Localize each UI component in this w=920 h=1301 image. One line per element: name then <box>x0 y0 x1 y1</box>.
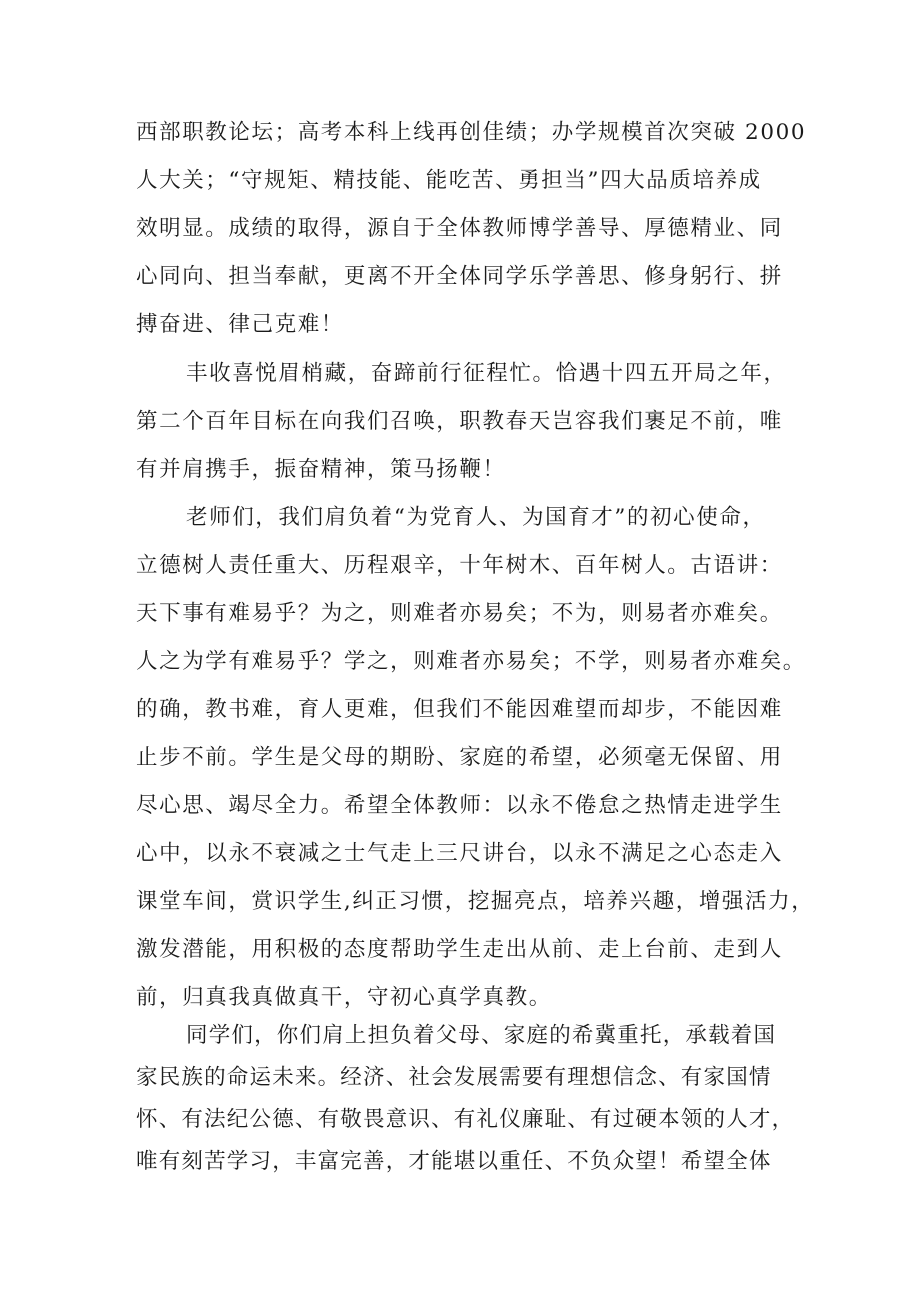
paragraph-teachers <box>136 494 815 1022</box>
text-line: 西部职教论坛；高考本科上线再创佳绩；办学规模首次突破 2000 <box>136 120 807 145</box>
text-line: 效明显。成绩的取得，源自于全体教师博学善导、厚德精业、同 <box>136 216 783 241</box>
text-line: 立德树人责任重大、历程艰辛，十年树木、百年树人。古语讲： <box>136 553 783 578</box>
text-line: 搏奋进、律己克难！ <box>136 312 344 337</box>
text-line: 止步不前。学生是父母的期盼、家庭的希望，必须毫无保留、用 <box>136 745 783 770</box>
text-line: 课堂车间，赏识学生,纠正习惯，挖掘亮点，培养兴趣，增强活力， <box>136 889 815 914</box>
text-line: 激发潜能，用积极的态度帮助学生走出从前、走上台前、走到人 <box>136 937 783 962</box>
text-line: 丰收喜悦眉梢藏，奋蹄前行征程忙。恰遇十四五开局之年， <box>186 361 787 386</box>
text-line: 尽心思、竭尽全力。希望全体教师：以永不倦怠之热情走进学生 <box>136 793 783 818</box>
paragraph-students <box>136 1015 796 1183</box>
text-line: 家民族的命运未来。经济、社会发展需要有理想信念、有家国情 <box>136 1065 772 1090</box>
text-line: 的确，教书难，育人更难，但我们不能因难望而却步，不能因难 <box>136 697 783 722</box>
text-line: 人之为学有难易乎？学之，则难者亦易矣；不学，则易者亦难矣。 <box>136 649 806 674</box>
text-line: 怀、有法纪公德、有敬畏意识、有礼仪廉耻、有过硬本领的人才， <box>136 1107 795 1132</box>
text-line: 第二个百年目标在向我们召唤，职教春天岂容我们裹足不前，唯 <box>136 409 783 434</box>
text-line: 前，归真我真做真干，守初心真学真教。 <box>136 985 552 1010</box>
text-line: 心同向、担当奉献，更离不开全体同学乐学善思、修身躬行、拼 <box>136 264 783 289</box>
text-line: 有并肩携手，振奋精神，策马扬鞭！ <box>136 457 506 482</box>
paragraph-new-journey <box>136 350 796 494</box>
text-line: 天下事有难易乎？为之，则难者亦易矣；不为，则易者亦难矣。 <box>136 601 783 626</box>
text-line: 唯有刻苦学习，丰富完善，才能堪以重任、不负众望！希望全体 <box>136 1149 772 1174</box>
text-line: 人大关；“守规矩、精技能、能吃苦、勇担当”四大品质培养成 <box>136 168 762 193</box>
text-line: 心中，以永不衰减之士气走上三尺讲台，以永不满足之心态走入 <box>136 841 783 866</box>
paragraph-achievements <box>136 109 807 349</box>
text-line: 同学们，你们肩上担负着父母、家庭的希冀重托，承载着国 <box>186 1023 777 1048</box>
text-line: 老师们，我们肩负着“为党育人、为国育才”的初心使命， <box>186 505 766 530</box>
